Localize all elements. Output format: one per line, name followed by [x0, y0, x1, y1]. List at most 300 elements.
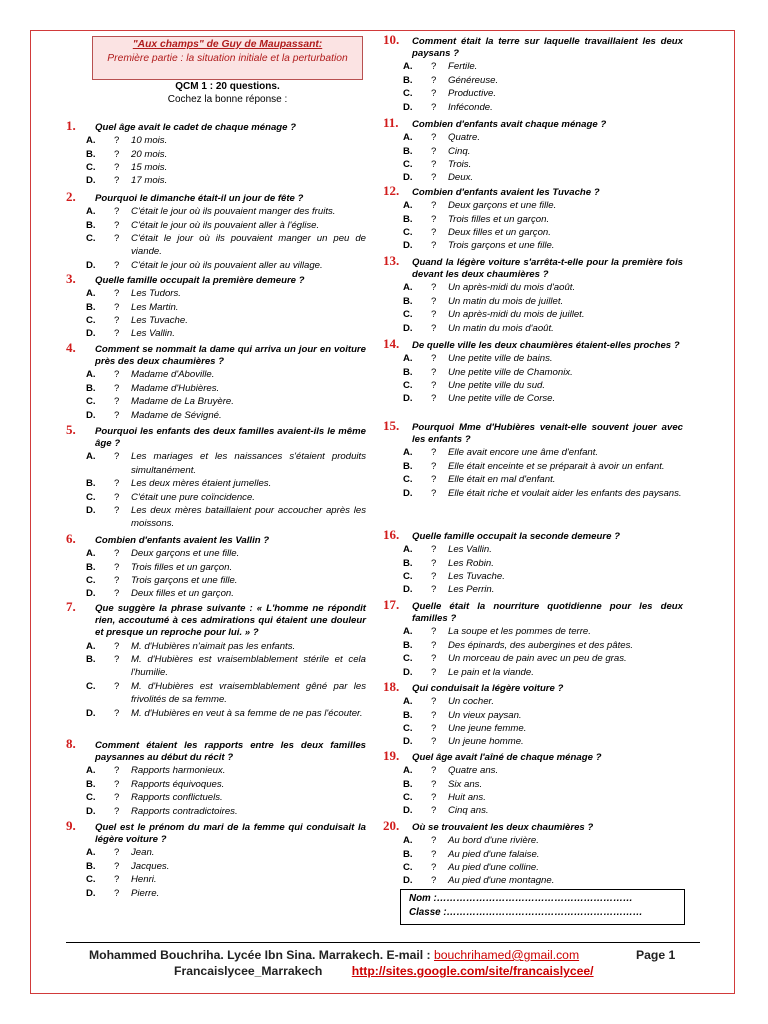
question-label: Comment était la terre sur laquelle travaillaient les deux paysans ?: [412, 36, 683, 60]
checkbox-icon[interactable]: ?: [431, 666, 437, 678]
answer-option[interactable]: [383, 570, 683, 583]
checkbox-icon[interactable]: ?: [114, 778, 120, 790]
checkbox-icon[interactable]: ?: [114, 805, 120, 817]
checkbox-icon[interactable]: ?: [114, 680, 120, 692]
question-10: [383, 32, 683, 114]
checkbox-icon[interactable]: ?: [431, 74, 437, 86]
question-text: 17. Quelle était la nourriture quotidienne pour les deux familles ?: [383, 597, 683, 625]
option-letter: D.: [403, 240, 413, 252]
footer-site-link[interactable]: http://sites.google.com/site/francaislycee/: [351, 964, 594, 978]
option-letter: B.: [86, 478, 96, 490]
question-number: 1: [66, 118, 73, 133]
question-number: 8: [66, 736, 73, 751]
checkbox-icon[interactable]: ?: [431, 709, 437, 721]
answer-option[interactable]: [383, 791, 683, 804]
option-letter: B.: [403, 295, 413, 307]
answer-option[interactable]: [383, 322, 683, 335]
checkbox-icon[interactable]: ?: [431, 101, 437, 113]
checkbox-icon[interactable]: ?: [431, 848, 437, 860]
question-label: Combien d'enfants avaient les Vallin ?: [95, 535, 270, 546]
checkbox-icon[interactable]: ?: [431, 132, 437, 144]
checkbox-icon[interactable]: ?: [431, 696, 437, 708]
checkbox-icon[interactable]: ?: [431, 653, 437, 665]
answer-option[interactable]: [66, 161, 366, 174]
checkbox-icon[interactable]: ?: [114, 887, 120, 899]
option-text: M. d'Hubières est vraisemblablement stérile et cela l'humilie.: [131, 654, 366, 679]
question-4: [66, 340, 366, 422]
answer-option[interactable]: [383, 60, 683, 73]
checkbox-icon[interactable]: ?: [114, 505, 120, 517]
checkbox-icon[interactable]: ?: [431, 200, 437, 212]
question-number: 10: [383, 32, 396, 47]
option-letter: C.: [403, 159, 413, 171]
question-text: 9. Quel est le prénom du mari de la femme qui conduisait la légère voiture ?: [66, 818, 366, 846]
option-text: Une petite ville de bains.: [448, 353, 553, 365]
option-text: Elle était en mal d'enfant.: [448, 474, 556, 486]
answer-option[interactable]: [383, 583, 683, 596]
checkbox-icon[interactable]: ?: [114, 369, 120, 381]
checkbox-icon[interactable]: ?: [114, 288, 120, 300]
answer-option[interactable]: [66, 368, 366, 381]
answer-option[interactable]: [383, 392, 683, 405]
checkbox-icon[interactable]: ?: [431, 626, 437, 638]
answer-option[interactable]: [66, 314, 366, 327]
checkbox-icon[interactable]: ?: [431, 835, 437, 847]
checkbox-icon[interactable]: ?: [114, 491, 120, 503]
checkbox-icon[interactable]: ?: [431, 639, 437, 651]
answer-option[interactable]: [383, 352, 683, 365]
question-16: [383, 527, 683, 597]
option-letter: A.: [403, 61, 413, 73]
option-text: Deux.: [448, 172, 474, 184]
checkbox-icon[interactable]: ?: [431, 571, 437, 583]
answer-option[interactable]: [383, 213, 683, 226]
footer-email-link[interactable]: bouchrihamed@gmail.com: [433, 948, 580, 962]
option-text: Madame de La Bruyère.: [131, 396, 234, 408]
checkbox-icon[interactable]: ?: [114, 561, 120, 573]
answer-option[interactable]: [66, 791, 366, 804]
answer-option[interactable]: [383, 764, 683, 777]
answer-option[interactable]: [66, 764, 366, 777]
checkbox-icon[interactable]: ?: [114, 396, 120, 408]
checkbox-icon[interactable]: ?: [114, 328, 120, 340]
option-letter: B.: [86, 219, 96, 231]
checkbox-icon[interactable]: ?: [431, 487, 437, 499]
answer-option[interactable]: [383, 295, 683, 308]
answer-option[interactable]: [66, 707, 366, 720]
answer-option[interactable]: [66, 259, 366, 272]
question-label: Comment étaient les rapports entre les deux familles paysannes au début du récit ?: [95, 740, 366, 764]
option-letter: D.: [86, 588, 96, 600]
option-letter: A.: [86, 451, 96, 463]
checkbox-icon[interactable]: ?: [431, 366, 437, 378]
option-letter: D.: [86, 409, 96, 421]
question-text: 16. Quelle famille occupait la seconde demeure ?: [383, 527, 620, 542]
checkbox-icon[interactable]: ?: [114, 301, 120, 313]
checkbox-icon[interactable]: ?: [431, 159, 437, 171]
checkbox-icon[interactable]: ?: [114, 765, 120, 777]
question-number: 19: [383, 748, 396, 763]
option-text: Une petite ville de Chamonix.: [448, 366, 573, 378]
checkbox-icon[interactable]: ?: [114, 148, 120, 160]
question-text: 10. Comment était la terre sur laquelle travaillaient les deux paysans ?: [383, 32, 683, 60]
answer-option[interactable]: [383, 804, 683, 817]
answer-option[interactable]: [383, 446, 683, 459]
option-text: Des épinards, des aubergines et des pâtes.: [448, 639, 634, 651]
answer-option[interactable]: [383, 87, 683, 100]
answer-option[interactable]: [383, 473, 683, 486]
question-text: 11. Combien d'enfants avait chaque ménage ?: [383, 115, 607, 130]
checkbox-icon[interactable]: ?: [431, 544, 437, 556]
answer-option[interactable]: [66, 409, 366, 422]
option-letter: A.: [86, 288, 96, 300]
option-letter: A.: [403, 200, 413, 212]
option-text: Les Perrin.: [448, 584, 495, 596]
option-text: Un après-midi du mois d'août.: [448, 282, 576, 294]
answer-option[interactable]: [66, 504, 366, 531]
option-letter: C.: [403, 653, 413, 665]
answer-option[interactable]: [66, 477, 366, 490]
option-text: La soupe et les pommes de terre.: [448, 626, 591, 638]
question-8: [66, 736, 366, 818]
checkbox-icon[interactable]: ?: [431, 557, 437, 569]
answer-option[interactable]: [383, 379, 683, 392]
answer-option[interactable]: [66, 382, 366, 395]
option-text: Pierre.: [131, 887, 160, 899]
answer-option[interactable]: [383, 101, 683, 114]
answer-option[interactable]: [383, 171, 683, 184]
checkbox-icon[interactable]: ?: [114, 654, 120, 666]
option-letter: B.: [86, 654, 96, 666]
instruction: Cochez la bonne réponse :: [167, 94, 288, 105]
checkbox-icon[interactable]: ?: [114, 219, 120, 231]
option-letter: A.: [86, 206, 96, 218]
option-text: Deux garçons et une fille.: [448, 200, 557, 212]
checkbox-icon[interactable]: ?: [431, 736, 437, 748]
answer-option[interactable]: [66, 805, 366, 818]
checkbox-icon[interactable]: ?: [114, 575, 120, 587]
option-letter: B.: [86, 382, 96, 394]
checkbox-icon[interactable]: ?: [431, 723, 437, 735]
option-letter: B.: [403, 639, 413, 651]
question-number: 15: [383, 418, 396, 433]
option-letter: D.: [86, 259, 96, 271]
answer-option[interactable]: [383, 848, 683, 861]
answer-option[interactable]: [383, 281, 683, 294]
checkbox-icon[interactable]: ?: [114, 478, 120, 490]
option-letter: A.: [86, 548, 96, 560]
answer-option[interactable]: [383, 308, 683, 321]
checkbox-icon[interactable]: ?: [431, 240, 437, 252]
option-letter: C.: [403, 227, 413, 239]
answer-option[interactable]: [66, 450, 366, 477]
question-text: 12. Combien d'enfants avaient les Tuvache ?: [383, 183, 600, 198]
option-text: 17 mois.: [131, 175, 168, 187]
checkbox-icon[interactable]: ?: [431, 447, 437, 459]
checkbox-icon[interactable]: ?: [431, 380, 437, 392]
question-number: 12: [383, 183, 396, 198]
option-text: Huit ans.: [448, 792, 486, 804]
answer-option[interactable]: [66, 873, 366, 886]
option-text: Cinq ans.: [448, 805, 489, 817]
footer-divider: [66, 942, 700, 943]
option-letter: B.: [403, 460, 413, 472]
answer-option[interactable]: [66, 653, 366, 680]
option-letter: D.: [86, 175, 96, 187]
option-letter: D.: [403, 322, 413, 334]
answer-option[interactable]: [66, 846, 366, 859]
option-text: 10 mois.: [131, 135, 168, 147]
option-letter: B.: [86, 148, 96, 160]
option-letter: A.: [86, 765, 96, 777]
question-number: 7: [66, 599, 73, 614]
checkbox-icon[interactable]: ?: [431, 282, 437, 294]
answer-option[interactable]: [383, 625, 683, 638]
option-text: Au pied d'une montagne.: [448, 875, 555, 887]
answer-option[interactable]: [383, 145, 683, 158]
checkbox-icon[interactable]: ?: [114, 588, 120, 600]
question-label: Où se trouvaient les deux chaumières ?: [412, 822, 594, 833]
option-letter: A.: [86, 847, 96, 859]
checkbox-icon[interactable]: ?: [114, 847, 120, 859]
answer-option[interactable]: [383, 158, 683, 171]
option-letter: B.: [403, 709, 413, 721]
option-letter: A.: [403, 696, 413, 708]
checkbox-icon[interactable]: ?: [114, 135, 120, 147]
checkbox-icon[interactable]: ?: [114, 451, 120, 463]
option-letter: D.: [403, 393, 413, 405]
question-label: Quand la légère voiture s'arrêta-t-elle pour la première fois devant les deux chaumières ?: [412, 257, 683, 281]
checkbox-icon[interactable]: ?: [431, 805, 437, 817]
answer-option[interactable]: [383, 543, 683, 556]
checkbox-icon[interactable]: ?: [431, 474, 437, 486]
answer-option[interactable]: [383, 709, 683, 722]
checkbox-icon[interactable]: ?: [114, 860, 120, 872]
answer-option[interactable]: [383, 366, 683, 379]
answer-option[interactable]: [66, 219, 366, 232]
option-text: Deux garçons et une fille.: [131, 548, 240, 560]
answer-option[interactable]: [383, 722, 683, 735]
question-number: 3: [66, 271, 73, 286]
answer-option[interactable]: [66, 134, 366, 147]
answer-option[interactable]: [66, 287, 366, 300]
option-letter: D.: [403, 666, 413, 678]
answer-option[interactable]: [66, 887, 366, 900]
option-text: Henri.: [131, 874, 157, 886]
question-number: 16: [383, 527, 396, 542]
checkbox-icon[interactable]: ?: [431, 61, 437, 73]
question-number: 18: [383, 679, 396, 694]
checkbox-icon[interactable]: ?: [114, 640, 120, 652]
option-letter: D.: [86, 707, 96, 719]
answer-option[interactable]: [66, 640, 366, 653]
answer-option[interactable]: [383, 460, 683, 473]
option-text: Elle était riche et voulait aider les enfants des paysans.: [448, 487, 682, 499]
checkbox-icon[interactable]: ?: [114, 707, 120, 719]
option-text: Au pied d'une colline.: [448, 862, 539, 874]
checkbox-icon[interactable]: ?: [431, 295, 437, 307]
option-letter: C.: [86, 396, 96, 408]
option-letter: C.: [86, 233, 96, 245]
option-letter: D.: [403, 875, 413, 887]
checkbox-icon[interactable]: ?: [114, 382, 120, 394]
option-letter: A.: [403, 447, 413, 459]
option-text: Elle était enceinte et se préparait à avoir un enfant.: [448, 460, 665, 472]
option-letter: C.: [403, 571, 413, 583]
checkbox-icon[interactable]: ?: [114, 409, 120, 421]
checkbox-icon[interactable]: ?: [431, 792, 437, 804]
checkbox-icon[interactable]: ?: [431, 88, 437, 100]
answer-option[interactable]: [66, 205, 366, 218]
option-letter: A.: [403, 282, 413, 294]
answer-option[interactable]: [383, 652, 683, 665]
option-letter: C.: [86, 680, 96, 692]
option-text: Un matin du mois d'août.: [448, 322, 554, 334]
answer-option[interactable]: [383, 695, 683, 708]
option-letter: A.: [403, 544, 413, 556]
answer-option[interactable]: [66, 232, 366, 259]
answer-option[interactable]: [66, 778, 366, 791]
answer-option[interactable]: [383, 735, 683, 748]
checkbox-icon[interactable]: ?: [114, 548, 120, 560]
option-text: Madame d'Hubières.: [131, 382, 220, 394]
checkbox-icon[interactable]: ?: [114, 206, 120, 218]
answer-option[interactable]: [66, 587, 366, 600]
option-text: M. d'Hubières n'aimait pas les enfants.: [131, 640, 296, 652]
question-18: [383, 679, 683, 749]
answer-option[interactable]: [383, 778, 683, 791]
option-letter: A.: [86, 135, 96, 147]
option-text: C'était le jour où ils pouvaient aller au village.: [131, 259, 323, 271]
question-11: [383, 115, 683, 185]
question-number: 20: [383, 818, 396, 833]
answer-option[interactable]: [383, 874, 683, 887]
question-13: [383, 253, 683, 335]
checkbox-icon[interactable]: ?: [431, 213, 437, 225]
option-letter: A.: [403, 353, 413, 365]
option-text: Les Martin.: [131, 301, 179, 313]
option-letter: C.: [86, 874, 96, 886]
checkbox-icon[interactable]: ?: [431, 322, 437, 334]
checkbox-icon[interactable]: ?: [431, 765, 437, 777]
option-text: Les mariages et les naissances s'étaient produits simultanément.: [131, 451, 366, 476]
question-number: 2: [66, 189, 73, 204]
option-letter: C.: [86, 491, 96, 503]
option-letter: B.: [403, 557, 413, 569]
option-text: Rapports contradictoires.: [131, 805, 238, 817]
option-letter: B.: [86, 860, 96, 872]
option-letter: C.: [86, 315, 96, 327]
option-text: Fertile.: [448, 61, 478, 73]
option-text: Les Vallin.: [448, 544, 492, 556]
checkbox-icon[interactable]: ?: [114, 315, 120, 327]
checkbox-icon[interactable]: ?: [114, 233, 120, 245]
answer-option[interactable]: [383, 199, 683, 212]
option-letter: B.: [403, 848, 413, 860]
checkbox-icon[interactable]: ?: [114, 259, 120, 271]
checkbox-icon[interactable]: ?: [431, 584, 437, 596]
option-letter: A.: [403, 626, 413, 638]
answer-option[interactable]: [66, 301, 366, 314]
answer-option[interactable]: [383, 487, 683, 500]
name-field[interactable]: Nom :……………………………………………………: [409, 893, 633, 904]
option-text: C'était le jour où ils pouvaient manger un peu de viande.: [131, 233, 366, 258]
question-text: 14. De quelle ville les deux chaumières étaient-elles proches ?: [383, 336, 680, 351]
answer-option[interactable]: [383, 131, 683, 144]
answer-option[interactable]: [383, 557, 683, 570]
option-letter: D.: [403, 172, 413, 184]
option-text: Jean.: [131, 847, 155, 859]
checkbox-icon[interactable]: ?: [431, 778, 437, 790]
answer-option[interactable]: [66, 395, 366, 408]
question-1: [66, 118, 366, 188]
checkbox-icon[interactable]: ?: [431, 172, 437, 184]
checkbox-icon[interactable]: ?: [431, 353, 437, 365]
answer-option[interactable]: [66, 574, 366, 587]
checkbox-icon[interactable]: ?: [114, 874, 120, 886]
checkbox-icon[interactable]: ?: [431, 862, 437, 874]
answer-option[interactable]: [383, 666, 683, 679]
answer-option[interactable]: [383, 639, 683, 652]
answer-option[interactable]: [66, 860, 366, 873]
option-text: Deux filles et un garçon.: [131, 588, 234, 600]
question-text: 5. Pourquoi les enfants des deux familles avaient-ils le même âge ?: [66, 422, 366, 450]
footer-author-line: [89, 948, 579, 962]
checkbox-icon[interactable]: ?: [114, 175, 120, 187]
checkbox-icon[interactable]: ?: [431, 227, 437, 239]
answer-option[interactable]: [66, 491, 366, 504]
answer-option[interactable]: [383, 861, 683, 874]
answer-option[interactable]: [66, 561, 366, 574]
question-14: [383, 336, 683, 406]
answer-option[interactable]: [66, 148, 366, 161]
checkbox-icon[interactable]: ?: [431, 875, 437, 887]
answer-option[interactable]: [383, 834, 683, 847]
option-letter: B.: [403, 366, 413, 378]
option-text: Au bord d'une rivière.: [448, 835, 539, 847]
option-letter: D.: [403, 487, 413, 499]
document-subtitle: Première partie : la situation initiale et la perturbation: [107, 52, 348, 64]
option-text: Un matin du mois de juillet.: [448, 295, 564, 307]
question-text: 8. Comment étaient les rapports entre les deux familles paysannes au début du récit ?: [66, 736, 366, 764]
question-text: 18. Qui conduisait la légère voiture ?: [383, 679, 564, 694]
checkbox-icon[interactable]: ?: [431, 309, 437, 321]
checkbox-icon[interactable]: ?: [114, 792, 120, 804]
answer-option[interactable]: [383, 239, 683, 252]
option-letter: D.: [403, 736, 413, 748]
answer-option[interactable]: [66, 680, 366, 707]
option-text: Madame de Sévigné.: [131, 409, 222, 421]
question-text: 1. Quel âge avait le cadet de chaque ménage ?: [66, 118, 297, 133]
option-text: Les Robin.: [448, 557, 494, 569]
answer-option[interactable]: [66, 547, 366, 560]
answer-option[interactable]: [383, 74, 683, 87]
option-letter: C.: [86, 792, 96, 804]
class-field[interactable]: Classe :……………………………………………………: [409, 907, 643, 918]
checkbox-icon[interactable]: ?: [431, 460, 437, 472]
answer-option[interactable]: [66, 327, 366, 340]
option-letter: B.: [403, 778, 413, 790]
answer-option[interactable]: [66, 174, 366, 187]
option-letter: D.: [403, 101, 413, 113]
checkbox-icon[interactable]: ?: [114, 162, 120, 174]
option-text: 20 mois.: [131, 148, 168, 160]
question-17: [383, 597, 683, 679]
checkbox-icon[interactable]: ?: [431, 145, 437, 157]
option-letter: C.: [403, 723, 413, 735]
checkbox-icon[interactable]: ?: [431, 393, 437, 405]
answer-option[interactable]: [383, 226, 683, 239]
